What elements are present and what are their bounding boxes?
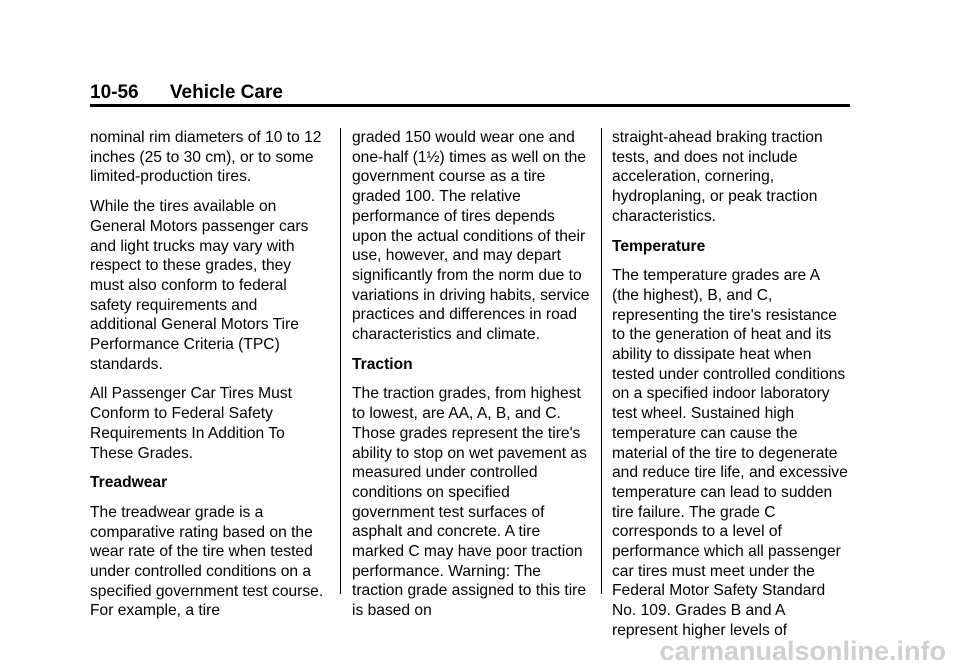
subheading-treadwear: Treadwear bbox=[90, 474, 168, 492]
header-rule bbox=[90, 104, 850, 107]
subheading-temperature: Temperature bbox=[612, 237, 706, 255]
subheading-traction: Traction bbox=[352, 355, 413, 373]
paragraph: All Passenger Car Tires Must Conform to Federal Safety Requirements In Addition To These Grades. bbox=[90, 385, 292, 462]
page-header bbox=[90, 80, 850, 106]
text-column-1 bbox=[90, 128, 328, 631]
paragraph: nominal rim diameters of 10 to 12 inches (25 to 30 cm), or to some limited-production tires. bbox=[90, 129, 322, 186]
text-column-3 bbox=[612, 128, 850, 651]
section-title: Vehicle Care bbox=[169, 82, 283, 103]
paragraph: graded 150 would wear one and one-half (1½) times as well on the government course as a tire graded 100. The relative performance of tires depends upon the actual conditions of their use, however, and may depart significantly from the norm due to variations in driving habits, service practices and differences in road characteristics and climate. bbox=[352, 129, 590, 344]
paragraph: The treadwear grade is a comparative rating based on the wear rate of the tire when tested under controlled conditions on a specified government test course. For example, a tire bbox=[90, 503, 324, 620]
paragraph: The temperature grades are A (the highest), B, and C, representing the tire's resistance to the generation of heat and its ability to dissipate heat when tested under controlled conditions on a specified indoor laboratory test wheel. Sustained high temperature can cause the material of the tire to degenerate and reduce tire life, and excessive temperature can lead to sudden tire failure. The grade C corresponds to a level of performance which all passenger car tires must meet under the Federal Motor Safety Standard No. 109. Grades B and A represent higher levels of bbox=[612, 267, 848, 639]
column-divider bbox=[601, 128, 602, 594]
watermark: carmanualsonline.info bbox=[659, 636, 946, 666]
text-column-2 bbox=[352, 128, 590, 631]
paragraph: straight-ahead braking traction tests, and does not include acceleration, cornering, hydroplaning, or peak traction characteristics. bbox=[612, 129, 823, 225]
page-number: 10-56 bbox=[90, 82, 139, 103]
column-divider bbox=[340, 128, 341, 594]
paragraph: The traction grades, from highest to lowest, are AA, A, B, and C. Those grades represent the tire's ability to stop on wet pavement as measured under controlled conditions on specified government test surfaces of asphalt and concrete. A tire marked C may have poor traction performance. Warning: The traction grade assigned to this tire is based on bbox=[352, 385, 587, 620]
paragraph: While the tires available on General Motors passenger cars and light trucks may vary with respect to these grades, they must also conform to federal safety requirements and additional General Motors Tire Performance Criteria (TPC) standards. bbox=[90, 198, 309, 373]
